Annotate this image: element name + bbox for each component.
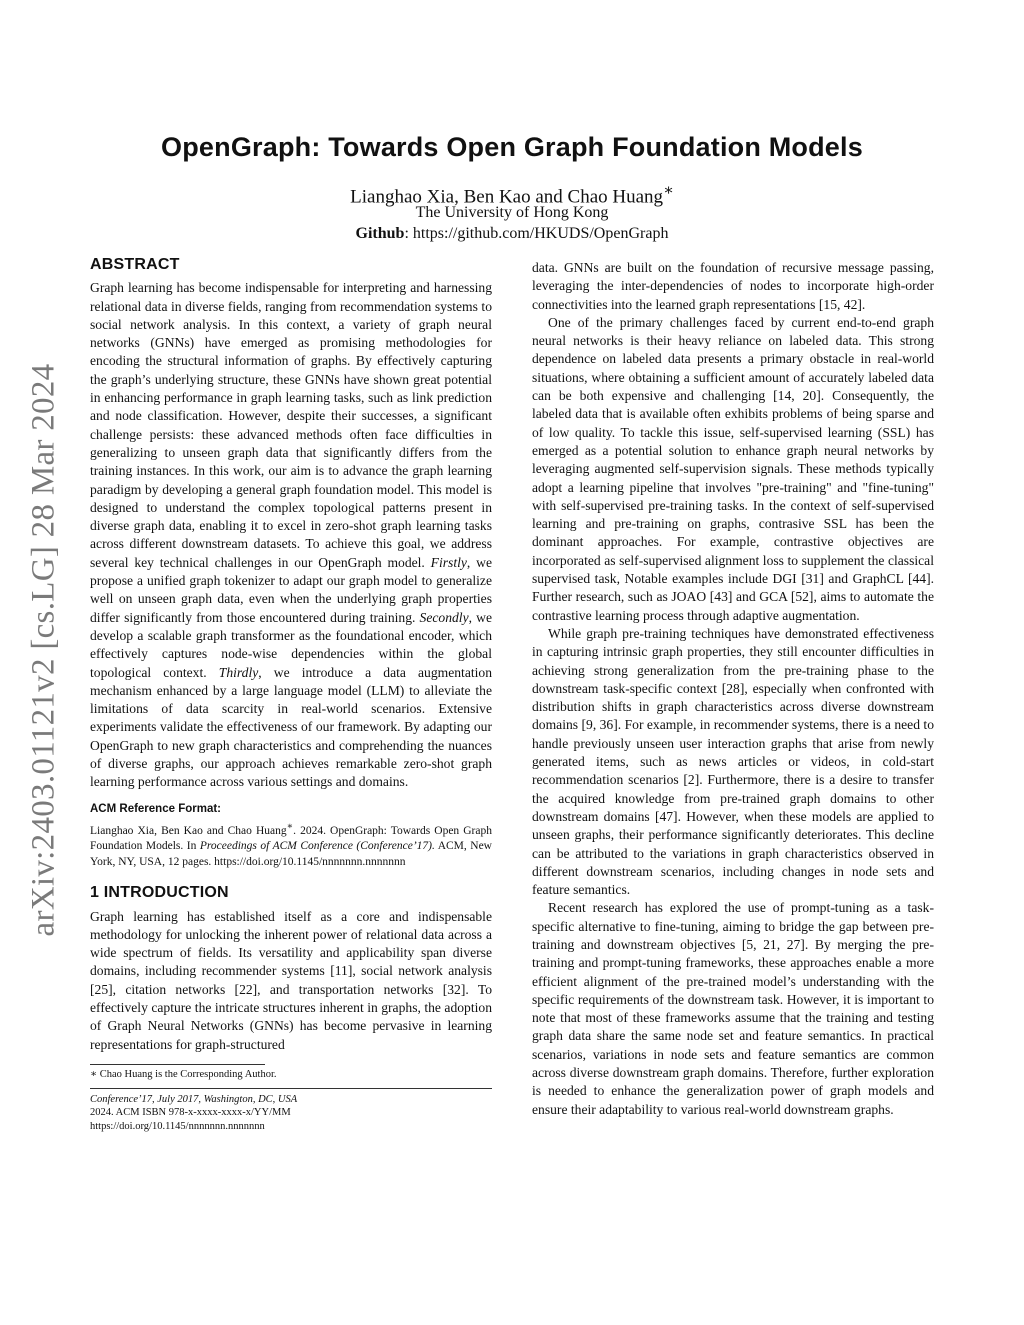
author-names: Lianghao Xia, Ben Kao and Chao Huang (350, 186, 664, 208)
left-column (90, 256, 492, 1133)
github-line: Github: https://github.com/HKUDS/OpenGraph (355, 225, 669, 242)
github-link[interactable]: https://github.com/HKUDS/OpenGraph (412, 225, 669, 242)
corresponding-author-mark: ∗ (663, 182, 674, 199)
intro-paragraph-2: One of the primary challenges faced by current end-to-end graph neural networks is their heavy reliance on labeled data. This strong dependence on labeled data presents a primary obstacle in real-world situations, where obtaining a sufficient amount of accurately labeled data can be both expensive and challenging [14, 20]. Consequently, the labeled data that is available often exhibits problems of being sparse and of low quality. To tackle this issue, self-supervised learning (SSL) has emerged as a potential solution to enhance graph neural networks by leveraging augmented self-supervision signals. These methods typically adopt a learning pipeline that involves "pre-training" and "fine-tuning" with self-supervised pre-training tasks. In the context of self-supervised learning and pre-training on graphs, contrasive SSL has been the dominant approaches. For example, contrastive objectives are incorporated as self-supervised alignment loss to supplement the classical supervised task, Notable examples include DGI [31] and GraphCL [44]. Further research, such as JOAO [43] and GCA [52], aims to automate the contrastive learning process through adaptive augmentation. (532, 314, 934, 623)
abstract-heading: ABSTRACT (90, 256, 180, 273)
affiliation: The University of Hong Kong (415, 204, 609, 221)
intro-paragraph-4: Recent research has explored the use of prompt-tuning as a task-specific alternative to fine-tuning, aiming to bridge the gap between pre-training and downstream objectives [5, 21, 27]. By merging the pre-training and prompt-tuning frameworks, these approaches enable a more efficient alignment of the pre-trained model’s understanding with the specific requirements of the downstream task. However, it is important to note that most of these frameworks assume that the training and testing graph data share the same node set and feature semantics. In practical scenarios, variations in node sets and feature semantics are common across diverse downstream graph domains. Therefore, further exploration is needed to enhance the generalization power of graph models and ensure their adaptability to various real-world downstream graphs. (532, 900, 934, 1117)
introduction-heading: 1 INTRODUCTION (90, 884, 229, 902)
github-label: Github (355, 225, 405, 242)
conference-isbn: 2024. ACM ISBN 978-x-xxxx-xxxx-x/YY/MM (90, 1107, 291, 1119)
acm-reference-text: Lianghao Xia, Ben Kao and Chao Huang∗. 2024. OpenGraph: Towards Open Graph Foundation Models. In Proceedings of ACM Conference (Conference’17). ACM, New York, NY, USA, 12 pages. https://doi.org/10.1145/nnnnnnn.nnnnnnn (90, 820, 492, 868)
intro-paragraph-1-continued: data. GNNs are built on the foundation of recursive message passing, leveraging the inter-dependencies of nodes to incorporate high-order connectivities into the learned graph representations [15, 42]. (532, 260, 934, 312)
conference-venue: Conference’17, July 2017, Washington, DC, USA (90, 1093, 298, 1105)
paper-title: OpenGraph: Towards Open Graph Foundation Models (161, 132, 863, 162)
corresponding-author-footnote: ∗ Chao Huang is the Corresponding Author. (90, 1068, 277, 1080)
conference-divider (90, 1088, 492, 1089)
right-column (532, 259, 934, 1119)
abstract-text: Graph learning has become indispensable for interpreting and harnessing relational data in diverse fields, ranging from recommendation systems to social network analysis. In this context, a variety of graph neural networks (GNNs) have emerged as promising methodologies for encoding the structural information of graphs. By effectively capturing the graph’s underlying structure, these GNNs have shown great potential in enhancing performance in graph learning tasks, such as link prediction and node classification. However, despite their successes, a significant challenge persists: these advanced methods often face difficulties in generalizing to unseen graph data that significantly differs from the training instances. In this work, our aim is to advance the graph learning paradigm by developing a general graph foundation model. This model is designed to understand the complex topological patterns present in diverse graph data, enabling it to excel in zero-shot graph learning tasks across different downstream datasets. To achieve this goal, we address several key technical challenges in our OpenGraph model. Firstly, we propose a unified graph tokenizer to adapt our graph model to generalize well on unseen graph data, even when the underlying graph properties differ significantly from those encountered during training. Secondly, we develop a scalable graph transformer as the foundational encoder, which effectively captures node-wise dependencies within the global topological context. Thirdly, we introduce a data augmentation mechanism enhanced by a large language model (LLM) to alleviate the limitations of data scarcity in real-world scenarios. Extensive experiments validate the effectiveness of our framework. By adapting our OpenGraph to new graph characteristics and comprehending the nuances of diverse graphs, our approach achieves remarkable zero-shot graph learning performance across various settings and domains. (90, 280, 493, 790)
conference-doi: https://doi.org/10.1145/nnnnnnn.nnnnnnn (90, 1120, 265, 1132)
acm-reference-heading: ACM Reference Format: (90, 802, 221, 815)
intro-paragraph-1: Graph learning has established itself as a core and indispensable methodology for unlocking the inherent power of relational data across a wide spectrum of fields. Its versatility and applicability span diverse domains, including recommender systems [11], social network analysis [25], citation networks [22], and transportation networks [32]. To effectively capture the intricate structures inherent in graphs, the adoption of Graph Neural Networks (GNNs) has become pervasive in learning representations for graph-structured (90, 908, 492, 1052)
conference-info (90, 1093, 492, 1134)
footnote-divider (90, 1064, 265, 1065)
arxiv-identifier: arXiv:2403.01121v2 [cs.LG] 28 Mar 2024 (25, 363, 62, 937)
intro-paragraph-3: While graph pre-training techniques have demonstrated effectiveness in capturing intrinsic graph properties, they still encounter difficulties in achieving strong generalization from the pre-training phase to the downstream task-specific context [28], especially when confronted with distribution shifts in graph characteristics across diverse downstream domains [9, 36]. For example, in recommender systems, there is a need to handle previously unseen user interaction graphs that arise from newly generated items, such as news articles or videos, in cold-start recommendation scenarios [2]. Furthermore, there is a desire to transfer the acquired knowledge from pre-trained graph domains to other downstream domains [47]. However, when these models are applied to unseen graphs, their performance significantly deteriorates. This decline can be attributed to the variations in graph characteristics observed in different downstream scenarios, including changes in node sets and feature semantics. (532, 625, 934, 898)
